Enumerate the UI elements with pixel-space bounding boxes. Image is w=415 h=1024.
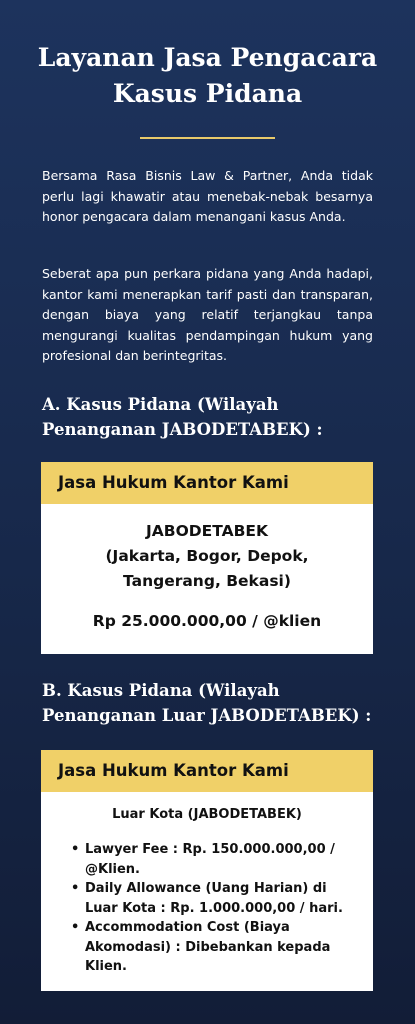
- bullet-icon: •: [71, 842, 80, 857]
- bullet-icon: •: [71, 920, 80, 935]
- fee-list-item: [71, 918, 359, 977]
- bullet-icon: •: [71, 881, 80, 896]
- title-line-2: Kasus Pidana: [112, 79, 303, 108]
- card-a-location-line-2: (Jakarta, Bogor, Depok,: [105, 547, 309, 565]
- card-a-title: Jasa Hukum Kantor Kami: [41, 462, 373, 504]
- section-a-heading: A. Kasus Pidana (Wilayah Penanganan JABODETABEK) :: [42, 395, 323, 439]
- section-b-heading: B. Kasus Pidana (Wilayah Penanganan Luar JABODETABEK) :: [42, 681, 372, 725]
- card-a-location-line-3: Tangerang, Bekasi): [123, 572, 291, 590]
- title-line-1: Layanan Jasa Pengacara: [37, 43, 378, 72]
- title-divider: [140, 137, 275, 139]
- fee-list-item: [71, 879, 359, 918]
- pricing-card-jabodetabek: [41, 462, 373, 654]
- fee-list-item: [71, 840, 359, 879]
- fee-item-text: Lawyer Fee : Rp. 150.000.000,00 / @Klien.: [85, 842, 335, 877]
- card-a-location-line-1: JABODETABEK: [146, 522, 268, 540]
- fee-item-text: Daily Allowance (Uang Harian) di Luar Kota : Rp. 1.000.000,00 / hari.: [85, 881, 343, 916]
- pricing-card-luar-kota: [41, 750, 373, 991]
- fee-list: [41, 840, 373, 977]
- card-b-title: Jasa Hukum Kantor Kami: [41, 750, 373, 792]
- intro-paragraph-2: Seberat apa pun perkara pidana yang Anda hadapi, kantor kami menerapkan tarif pasti dan transparan, dengan biaya yang relatif terjangkau tanpa mengurangi kualitas pendampingan hukum yang profesional dan berintegritas.: [42, 266, 373, 363]
- fee-item-text: Accommodation Cost (Biaya Akomodasi) : Dibebankan kepada Klien.: [85, 920, 331, 974]
- page-title: [0, 40, 415, 112]
- intro-paragraph-1: Bersama Rasa Bisnis Law & Partner, Anda tidak perlu lagi khawatir atau menebak-nebak besarnya honor pengacara dalam menangani kasus Anda.: [42, 168, 373, 224]
- card-a-location: [41, 519, 373, 594]
- card-b-location: Luar Kota (JABODETABEK): [112, 807, 302, 822]
- card-a-price: Rp 25.000.000,00 / @klien: [92, 612, 322, 630]
